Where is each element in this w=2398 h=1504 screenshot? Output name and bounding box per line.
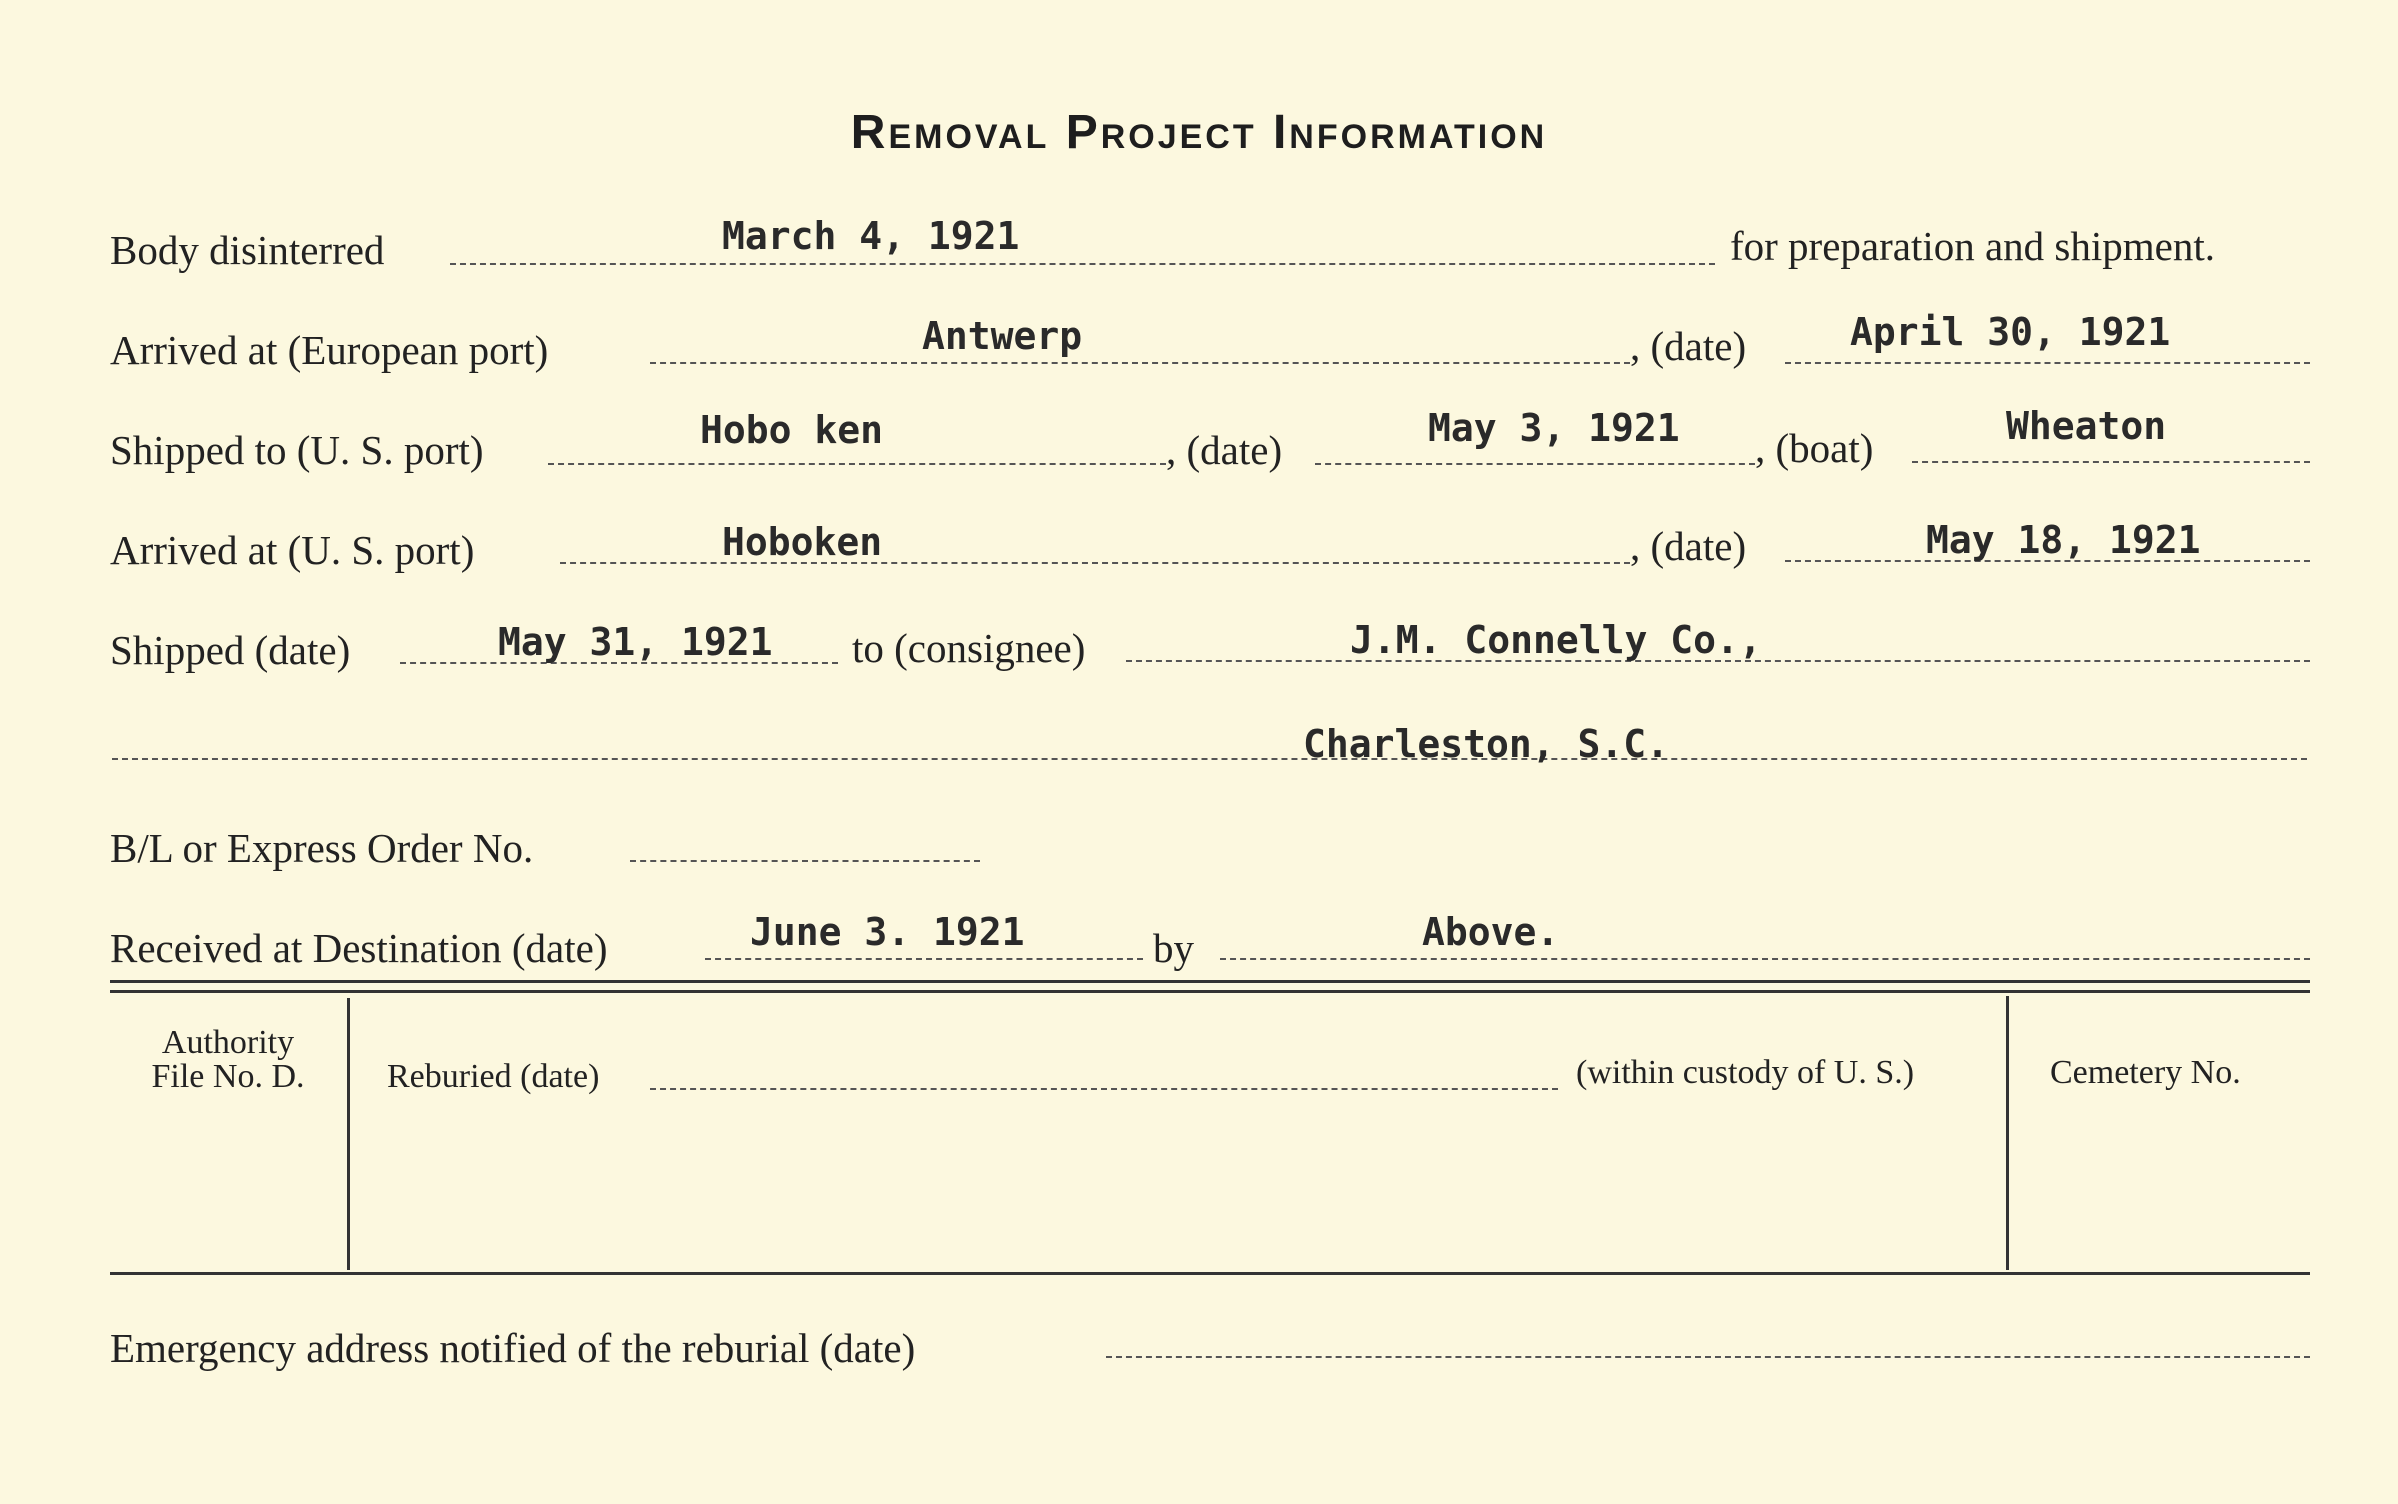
shipped-us-date-value: May 3, 1921 (1428, 406, 1680, 450)
arrived-european-label: Arrived at (European port) (110, 327, 549, 373)
received-by-label: by (1153, 925, 1194, 971)
received-line (705, 958, 1143, 960)
arrived-european-date-line (1785, 362, 2310, 364)
section-rule-bottom (110, 990, 2310, 993)
bl-order-line (630, 860, 980, 862)
body-disinterred-line (450, 263, 1715, 265)
arrived-european-line (650, 362, 1630, 364)
arrived-us-value: Hoboken (722, 520, 883, 564)
body-disinterred-label: Body disinterred (110, 227, 385, 273)
arrived-european-date-value: April 30, 1921 (1850, 310, 2171, 354)
shipped-us-line (548, 463, 1166, 465)
lower-divider-left (347, 998, 350, 1270)
shipped-us-boat-value: Wheaton (2006, 404, 2167, 448)
file-no-label: File No. D. (151, 1058, 305, 1095)
address-line (112, 758, 2307, 760)
shipped-us-boat-line (1912, 461, 2310, 463)
emergency-line (1106, 1356, 2310, 1358)
consignee-label: to (consignee) (852, 625, 1086, 671)
arrived-us-date-label: , (date) (1630, 523, 1747, 569)
shipped-us-boat-label: , (boat) (1755, 425, 1874, 471)
shipped-us-label: Shipped to (U. S. port) (110, 427, 484, 473)
arrived-us-date-value: May 18, 1921 (1926, 518, 2201, 562)
received-by-value: Above. (1422, 910, 1560, 954)
arrived-european-date-label: , (date) (1630, 323, 1747, 369)
shipped-us-value: Hobo ken (700, 408, 884, 452)
body-disinterred-value: March 4, 1921 (722, 214, 1020, 258)
received-by-line (1220, 958, 2310, 960)
arrived-us-label: Arrived at (U. S. port) (110, 527, 475, 573)
address-value: Charleston, S.C. (1303, 722, 1670, 766)
lower-divider-right (2006, 996, 2009, 1270)
lower-rule (110, 1272, 2310, 1275)
section-rule-top (110, 980, 2310, 983)
emergency-label: Emergency address notified of the reburial (date) (110, 1325, 916, 1371)
consignee-value: J.M. Connelly Co., (1350, 618, 1762, 662)
authority-label: Authority (161, 1024, 295, 1061)
arrived-us-line (560, 562, 1630, 564)
shipped-date-label: Shipped (date) (110, 627, 351, 673)
reburied-label: Reburied (date) (387, 1058, 600, 1095)
authority-file-label (110, 1026, 346, 1094)
shipped-date-value: May 31, 1921 (498, 620, 773, 664)
arrived-european-value: Antwerp (922, 314, 1083, 358)
body-disinterred-suffix: for preparation and shipment. (1730, 223, 2216, 269)
card-title: Removal Project Information (850, 106, 1548, 159)
shipped-us-date-line (1315, 463, 1755, 465)
cemetery-no-label: Cemetery No. (2050, 1054, 2241, 1091)
received-value: June 3. 1921 (750, 910, 1025, 954)
custody-label: (within custody of U. S.) (1576, 1054, 1915, 1091)
bl-order-label: B/L or Express Order No. (110, 825, 534, 871)
received-label: Received at Destination (date) (110, 925, 608, 971)
shipped-us-date-label: , (date) (1166, 427, 1283, 473)
reburied-line (650, 1088, 1558, 1090)
